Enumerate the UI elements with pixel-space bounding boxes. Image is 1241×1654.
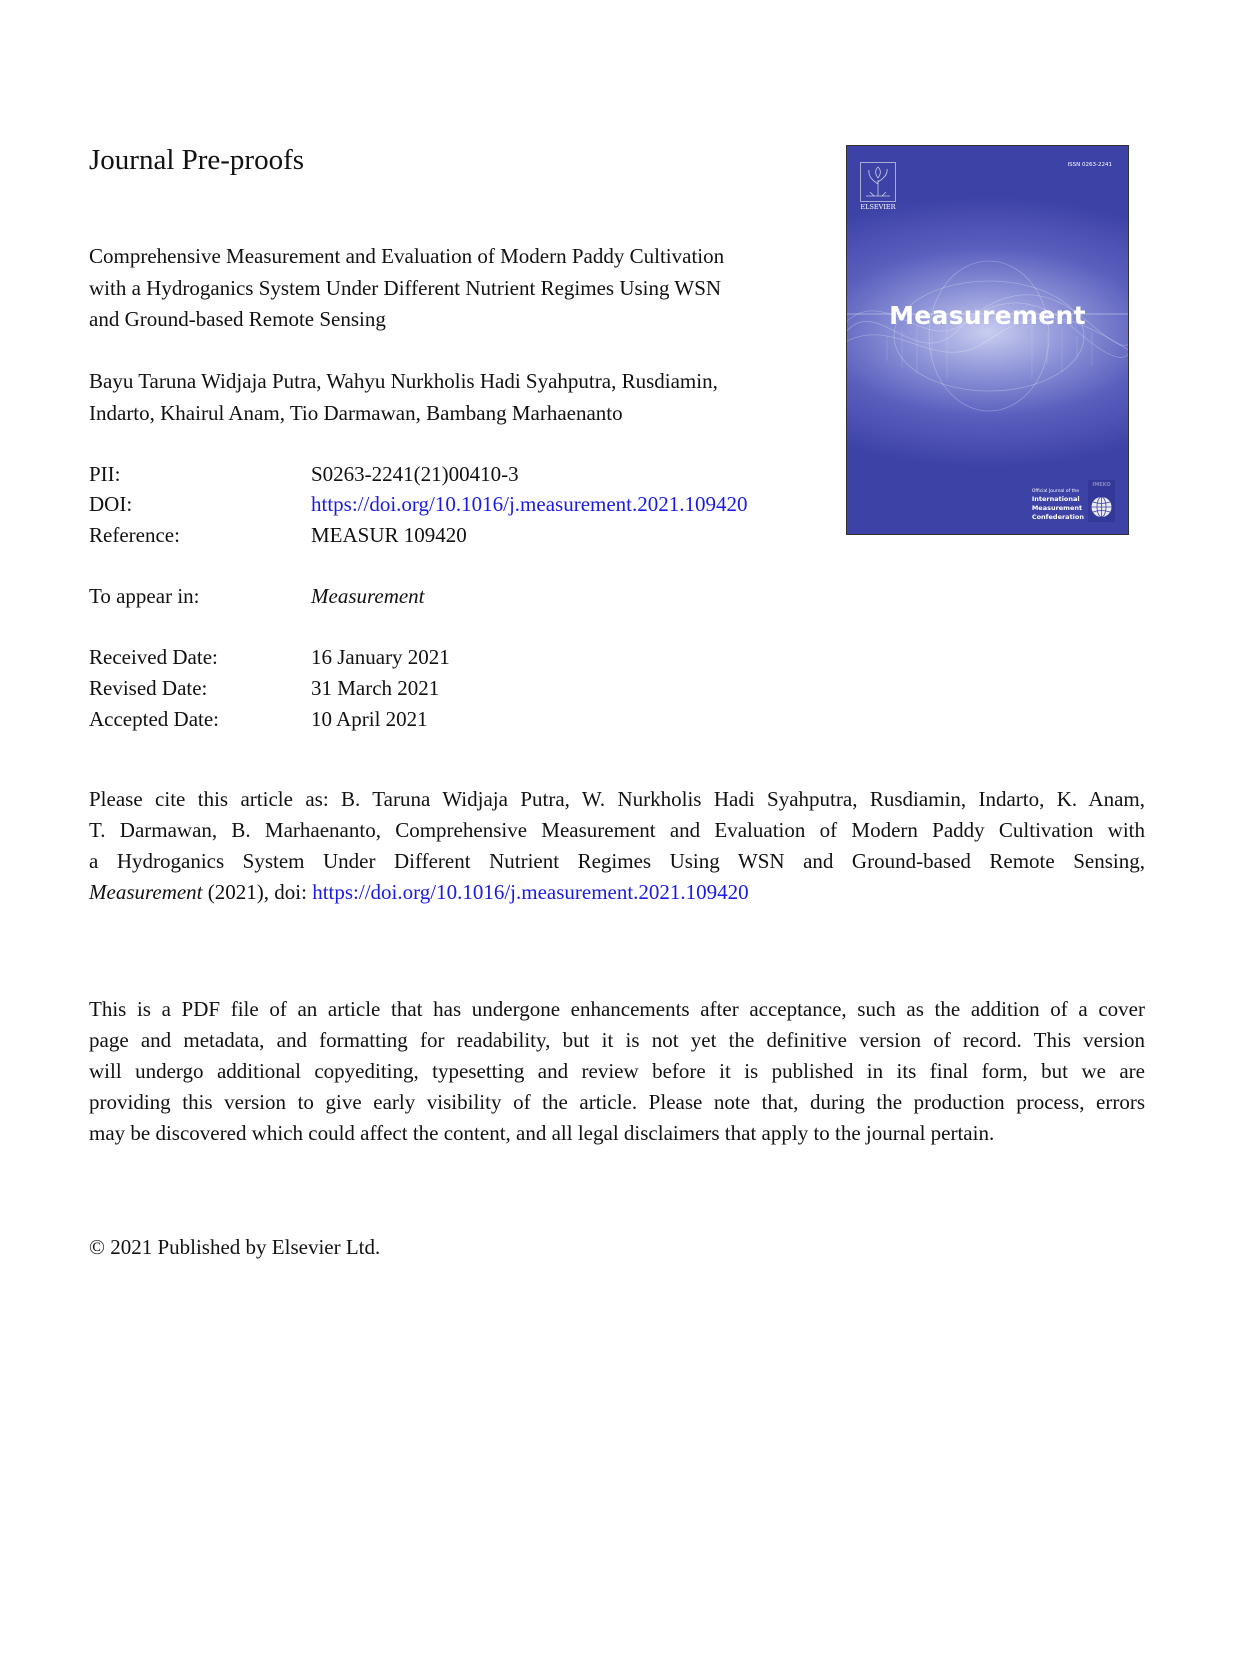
- pii-value: S0263-2241(21)00410-3: [311, 462, 519, 486]
- disclaimer-line: providing this version to give early visibility of the article. Please note that, during the production process, errors: [89, 1090, 1145, 1114]
- appear-in-label: To appear in:: [89, 584, 200, 608]
- doi-label: DOI:: [89, 492, 133, 516]
- copyright-notice: © 2021 Published by Elsevier Ltd.: [89, 1235, 381, 1259]
- journal-label: Journal Pre-proofs: [89, 144, 305, 176]
- reference-value: MEASUR 109420: [311, 523, 467, 547]
- received-label: Received Date:: [89, 645, 218, 669]
- article-title: [89, 241, 809, 336]
- citation-line: [89, 877, 1145, 908]
- meta-row-received: [89, 642, 809, 672]
- accepted-value: 10 April 2021: [311, 707, 428, 731]
- imeko-globe-icon: [1088, 480, 1115, 522]
- accepted-label: Accepted Date:: [89, 707, 220, 731]
- disclaimer-paragraph: [89, 994, 1145, 1149]
- disclaimer-line: will undergo additional copyediting, typesetting and review before it is published in its final form, but we are: [89, 1059, 1145, 1083]
- citation-line: a Hydroganics System Under Different Nutrient Regimes Using WSN and Ground-based Remote Sensing,: [89, 849, 1145, 873]
- elsevier-tree-logo: [860, 162, 896, 202]
- citation-journal: Measurement: [89, 880, 203, 904]
- meta-row-appear-in: [89, 581, 809, 611]
- citation-line: Please cite this article as: B. Taruna Widjaja Putra, W. Nurkholis Hadi Syahputra, Rusdiamin, Indarto, K. Anam,: [89, 787, 1145, 811]
- meta-row-reference: [89, 520, 809, 550]
- cover-conf-line: Confederation: [1031, 513, 1084, 521]
- cover-confederation-text: [1032, 488, 1084, 522]
- disclaimer-line: may be discovered which could affect the content, and all legal disclaimers that apply to the journal pertain.: [89, 1121, 995, 1145]
- cover-official-journal: Official Journal of the: [1031, 489, 1080, 494]
- revised-value: 31 March 2021: [311, 676, 440, 700]
- citation-paragraph: [89, 784, 1145, 908]
- meta-row-revised: [89, 673, 809, 703]
- citation-doi-link[interactable]: https://doi.org/10.1016/j.measurement.2021.109420: [312, 880, 749, 904]
- disclaimer-line: page and metadata, and formatting for readability, but it is not yet the definitive version of record. This version: [89, 1028, 1145, 1052]
- meta-row-doi: [89, 489, 809, 519]
- doi-link[interactable]: https://doi.org/10.1016/j.measurement.2021.109420: [311, 492, 748, 516]
- cover-journal-title: Measurement: [889, 301, 1086, 330]
- cover-publisher: ELSEVIER: [860, 203, 896, 211]
- revised-label: Revised Date:: [89, 676, 208, 700]
- article-title-line: Comprehensive Measurement and Evaluation of Modern Paddy Cultivation: [89, 244, 725, 268]
- citation-line: T. Darmawan, B. Marhaenanto, Comprehensive Measurement and Evaluation of Modern Paddy Cultivation with: [89, 818, 1145, 842]
- article-title-line: and Ground-based Remote Sensing: [89, 307, 386, 331]
- meta-row-pii: [89, 459, 809, 489]
- cover-conf-line: International: [1031, 495, 1080, 503]
- article-title-line: with a Hydroganics System Under Different Nutrient Regimes Using WSN: [89, 275, 722, 300]
- author-line: Bayu Taruna Widjaja Putra, Wahyu Nurkholis Hadi Syahputra, Rusdiamin,: [89, 369, 718, 393]
- journal-cover-image: [846, 145, 1129, 535]
- meta-row-accepted: [89, 704, 809, 734]
- pii-label: PII:: [89, 462, 121, 486]
- cover-issn: ISSN 0263-2241: [1067, 162, 1112, 168]
- appear-in-value: Measurement: [311, 584, 425, 608]
- author-line: Indarto, Khairul Anam, Tio Darmawan, Bambang Marhaenanto: [89, 400, 623, 425]
- cover-conf-line: Measurement: [1031, 504, 1083, 512]
- disclaimer-line: This is a PDF file of an article that has undergone enhancements after acceptance, such as the addition of a cover: [89, 997, 1145, 1021]
- reference-label: Reference:: [89, 523, 180, 547]
- citation-year-doi: (2021), doi:: [202, 880, 313, 904]
- received-value: 16 January 2021: [311, 645, 450, 669]
- author-list: [89, 366, 809, 429]
